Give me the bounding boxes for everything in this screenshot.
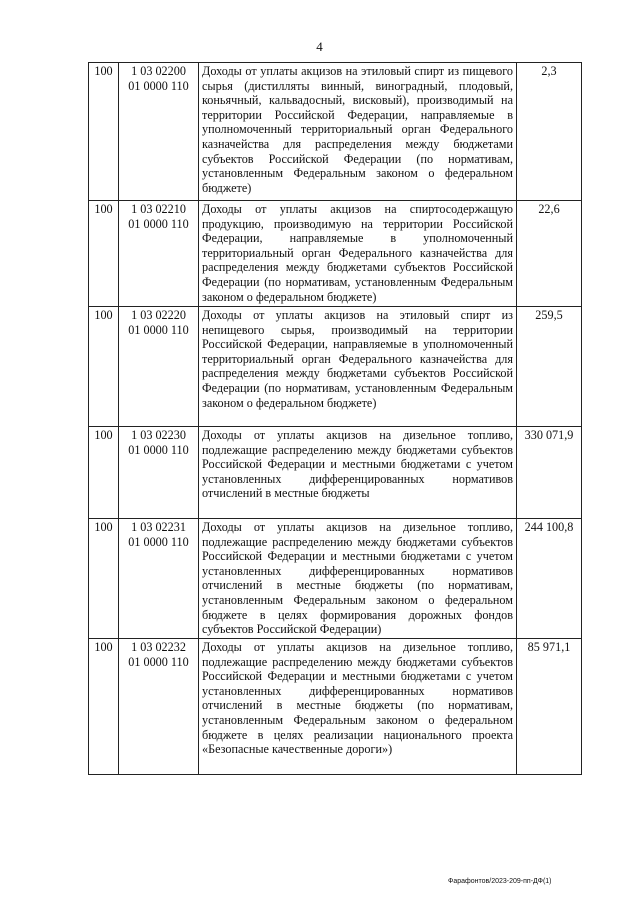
admin-code-cell: 100	[89, 307, 119, 427]
revenue-name-cell: Доходы от уплаты акцизов на дизельное топливо, подлежащие распределению между бюджетами субъектов Российской Федерации и местными бюджетами с учетом установленных дифференцированных нормативов отчислений в местные бюджеты (по нормативам, установленным Федеральным законом о федеральном бюджете в целях реализации национального проекта «Безопасные качественные дороги»)	[199, 639, 517, 775]
classification-code-cell	[119, 63, 199, 201]
classification-code-cell	[119, 201, 199, 307]
classification-code-cell	[119, 519, 199, 639]
table-row	[89, 307, 582, 427]
amount-cell: 259,5	[517, 307, 582, 427]
classification-code-cell	[119, 427, 199, 519]
table-row	[89, 201, 582, 307]
code-line-1: 1 03 02232	[131, 640, 186, 654]
revenue-name-cell: Доходы от уплаты акцизов на этиловый спирт из пищевого сырья (дистилляты винный, виноградный, плодовый, коньячный, кальвадосный, висковый), производимый на территории Российской Федерации, направляемые в уполномоченный территориальный орган Федерального казначейства для распределения между бюджетами субъектов Российской Федерации (по нормативам, установленным Федеральным законом о федеральном бюджете)	[199, 63, 517, 201]
admin-code-cell: 100	[89, 63, 119, 201]
amount-cell: 244 100,8	[517, 519, 582, 639]
page-number: 4	[316, 39, 323, 54]
table-row	[89, 639, 582, 775]
classification-code-cell	[119, 639, 199, 775]
code-line-1: 1 03 02200	[131, 64, 186, 78]
code-line-2: 01 0000 110	[128, 322, 189, 337]
amount-cell: 85 971,1	[517, 639, 582, 775]
amount-cell: 22,6	[517, 201, 582, 307]
revenue-name-cell: Доходы от уплаты акцизов на этиловый спирт из непищевого сырья, производимый на территории Российской Федерации, направляемые в уполномоченный территориальный орган Федерального казначейства для распределения между бюджетами субъектов Российской Федерации (по нормативам, установленным Федеральным законом о федеральном бюджете)	[199, 307, 517, 427]
revenue-table	[88, 62, 582, 775]
code-line-1: 1 03 02230	[131, 428, 186, 442]
classification-code-cell	[119, 307, 199, 427]
revenue-name-cell: Доходы от уплаты акцизов на спиртосодержащую продукцию, производимую на территории Российской Федерации, направляемые в уполномоченный территориальный орган Федерального казначейства для распределения между бюджетами субъектов Российской Федерации (по нормативам, установленным Федеральным законом о федеральном бюджете)	[199, 201, 517, 307]
code-line-2: 01 0000 110	[128, 442, 189, 457]
code-line-2: 01 0000 110	[128, 534, 189, 549]
code-line-1: 1 03 02231	[131, 520, 186, 534]
revenue-name-cell: Доходы от уплаты акцизов на дизельное топливо, подлежащие распределению между бюджетами субъектов Российской Федерации и местными бюджетами с учетом установленных дифференцированных нормативов отчислений в местные бюджеты (по нормативам, установленным Федеральным законом о федеральном бюджете в целях формирования дорожных фондов субъектов Российской Федерации)	[199, 519, 517, 639]
footer-document-id: Фарафонтов/2023-209-пп-ДФ(1)	[448, 878, 552, 885]
admin-code-cell: 100	[89, 519, 119, 639]
code-line-1: 1 03 02210	[131, 202, 186, 216]
admin-code-cell: 100	[89, 639, 119, 775]
code-line-2: 01 0000 110	[128, 78, 189, 93]
admin-code-cell: 100	[89, 201, 119, 307]
amount-cell: 330 071,9	[517, 427, 582, 519]
revenue-name-cell: Доходы от уплаты акцизов на дизельное топливо, подлежащие распределению между бюджетами субъектов Российской Федерации и местными бюджетами с учетом установленных дифференцированных нормативов отчислений в местные бюджеты	[199, 427, 517, 519]
amount-cell: 2,3	[517, 63, 582, 201]
table-row	[89, 63, 582, 201]
table-row	[89, 427, 582, 519]
table-row	[89, 519, 582, 639]
code-line-2: 01 0000 110	[128, 654, 189, 669]
code-line-1: 1 03 02220	[131, 308, 186, 322]
code-line-2: 01 0000 110	[128, 216, 189, 231]
admin-code-cell: 100	[89, 427, 119, 519]
